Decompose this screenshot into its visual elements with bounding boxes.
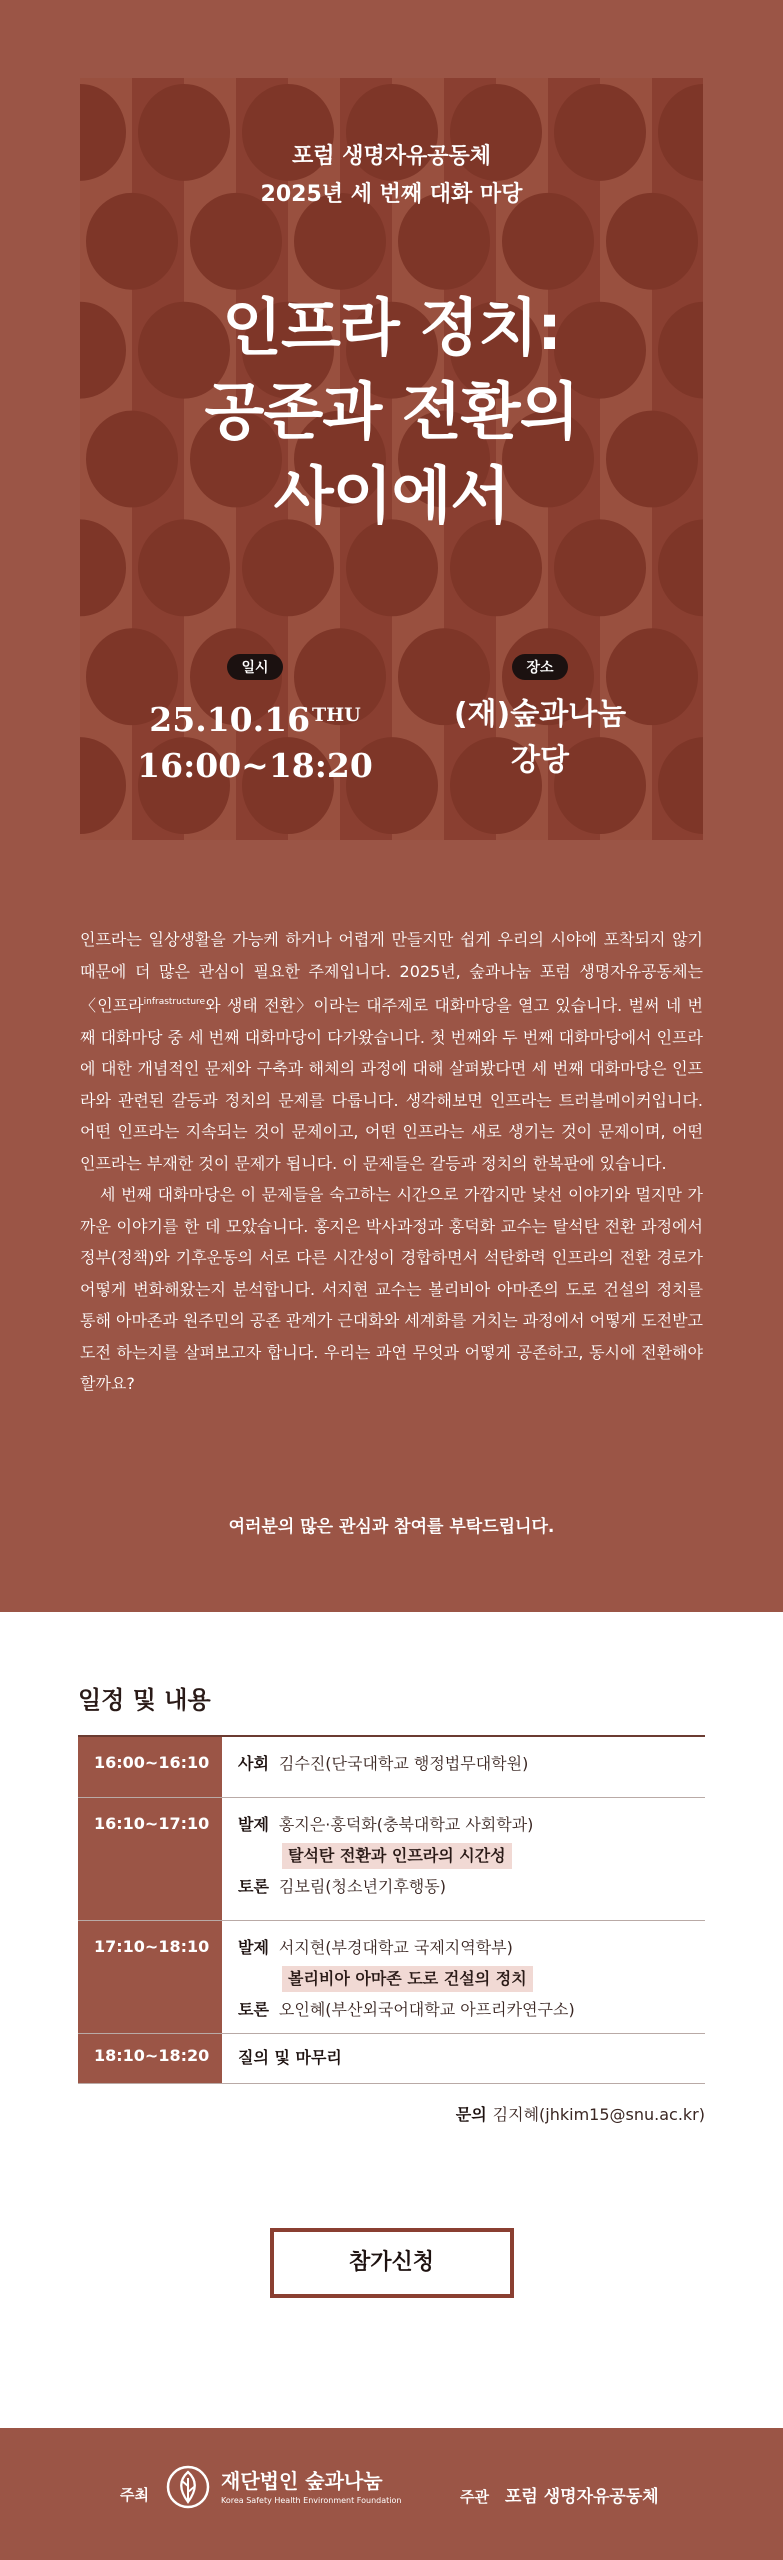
intro-text bbox=[80, 924, 703, 1400]
place-line-2: 강당 bbox=[511, 743, 569, 778]
leaf-circle-icon bbox=[165, 2464, 211, 2510]
schedule-title: 일정 및 내용 bbox=[78, 1686, 211, 1714]
organizer-name: 포럼 생명자유공동체 bbox=[504, 2487, 659, 2507]
schedule-table bbox=[78, 1735, 705, 2084]
schedule-time: 16:00~16:10 bbox=[78, 1737, 224, 1797]
intro-paragraph-1: 인프라는 일상생활을 가능케 하거나 어렵게 만들지만 쉽게 우리의 시야에 포착되지 않기 때문에 더 많은 관심이 필요한 주제입니다. 2025년, 숲과나눔 포럼 생명자유공동체는 〈인프라$^{infrastructure}$와 생태 전환〉이라는 대주제로 대화마당을 열고 있습니다. 벌써 네 번째 대화마당 중 세 번째 대화마당이 다가왔습니다. 첫 번째와 두 번째 대화마당에서 인프라에 대한 개념적인 문제와 구축과 해체의 과정에 대해 살펴봤다면 세 번째 대화마당은 인프라와 관련된 갈등과 정치의 문제를 다룹니다. 생각해보면 인프라는 트러블메이커입니다. 어떤 인프라는 지속되는 것이 문제이고, 어떤 인프라는 새로 생기는 것이 문제이며, 어떤 인프라는 부재한 것이 문제가 됩니다. 이 문제들은 갈등과 정치의 한복판에 있습니다. bbox=[80, 930, 703, 1173]
foundation-logo bbox=[165, 2464, 401, 2510]
role-label: 사회 bbox=[238, 1754, 269, 1773]
contact-info bbox=[78, 2102, 705, 2125]
org-line-2: 2025년 세 번째 대화 마당 bbox=[260, 182, 523, 207]
schedule-time: 17:10~18:10 bbox=[78, 1921, 224, 2033]
schedule-time: 16:10~17:10 bbox=[78, 1798, 224, 1920]
host-label: 주최 bbox=[120, 2486, 149, 2504]
poster-title bbox=[80, 286, 703, 538]
schedule-row bbox=[78, 1921, 705, 2034]
intro-paragraph-2: 세 번째 대화마당은 이 문제들을 숙고하는 시간으로 가깝지만 낯선 이야기와 멀지만 가까운 이야기를 한 데 모았습니다. 홍지은 박사과정과 홍덕화 교수는 탈석탄 전환 과정에서 정부(정책)와 기후운동의 서로 다른 시간성이 경합하면서 석탄화력 인프라의 전환 경로가 어떻게 변화해왔는지 분석합니다. 서지현 교수는 볼리비아 아마존의 도로 건설의 정치를 통해 아마존과 원주민의 공존 관계가 근대화와 세계화를 거치는 과정에서 어떻게 도전받고 도전 하는지를 살펴보고자 합니다. 우리는 과연 무엇과 어떻게 공존하고, 동시에 전환해야 할까요? bbox=[80, 1185, 703, 1393]
schedule-content bbox=[224, 2034, 705, 2083]
schedule-row bbox=[78, 1737, 705, 1798]
place-info bbox=[410, 654, 670, 784]
person-name: 김수진(단국대학교 행정법무대학원) bbox=[278, 1754, 529, 1773]
person-name: 홍지은·홍덕화(충북대학교 사회학과) bbox=[278, 1815, 534, 1834]
schedule-time: 18:10~18:20 bbox=[78, 2034, 224, 2083]
apply-wrapper bbox=[0, 2228, 783, 2298]
contact-value: 김지혜(jhkim15@snu.ac.kr) bbox=[492, 2105, 705, 2124]
schedule-content bbox=[224, 1921, 705, 2033]
date-time bbox=[120, 692, 390, 789]
apply-button[interactable]: 참가신청 bbox=[270, 2228, 514, 2298]
role-label: 토론 bbox=[238, 2000, 269, 2019]
poster-org bbox=[80, 138, 703, 214]
host-name: 재단법인 숲과나눔 bbox=[221, 2468, 383, 2493]
schedule-content bbox=[224, 1737, 705, 1797]
date-label: 일시 bbox=[227, 654, 282, 680]
role-label: 질의 및 마무리 bbox=[238, 2048, 342, 2067]
role-label: 발제 bbox=[238, 1938, 269, 1957]
schedule-row bbox=[78, 1798, 705, 1921]
place-name bbox=[410, 692, 670, 784]
organizer bbox=[460, 2482, 659, 2507]
talk-topic: 볼리비아 아마존 도로 건설의 정치 bbox=[282, 1966, 533, 1992]
date-info bbox=[120, 654, 390, 789]
closing-message: 여러분의 많은 관심과 참여를 부탁드립니다. bbox=[228, 1517, 555, 1537]
title-line-1: 인프라 정치: bbox=[222, 291, 561, 364]
host-name-en: Korea Safety Health Environment Foundation bbox=[221, 2495, 402, 2505]
place-label: 장소 bbox=[512, 654, 567, 680]
schedule-row bbox=[78, 2034, 705, 2084]
title-line-3: 사이에서 bbox=[273, 459, 510, 532]
event-poster bbox=[80, 78, 703, 840]
schedule-content bbox=[224, 1798, 705, 1920]
role-label: 발제 bbox=[238, 1815, 269, 1834]
footer bbox=[0, 2428, 783, 2560]
person-name: 서지현(부경대학교 국제지역학부) bbox=[278, 1938, 513, 1957]
person-name: 김보림(청소년기후행동) bbox=[278, 1877, 446, 1896]
event-day: THU bbox=[312, 704, 361, 726]
org-line-1: 포럼 생명자유공동체 bbox=[292, 144, 491, 169]
organizer-label: 주관 bbox=[460, 2488, 489, 2506]
role-label: 토론 bbox=[238, 1877, 269, 1896]
contact-label: 문의 bbox=[455, 2105, 487, 2124]
title-line-2: 공존과 전환의 bbox=[204, 375, 579, 448]
place-line-1: (재)숲과나눔 bbox=[453, 697, 627, 732]
event-date: 25.10.16 bbox=[149, 700, 311, 739]
poster-content bbox=[80, 78, 703, 840]
person-name: 오인혜(부산외국어대학교 아프리카연구소) bbox=[278, 2000, 575, 2019]
talk-topic: 탈석탄 전환과 인프라의 시간성 bbox=[282, 1843, 512, 1869]
event-time: 16:00~18:20 bbox=[137, 746, 373, 785]
infrastructure-superscript: infrastructure bbox=[143, 997, 206, 1007]
schedule-section bbox=[78, 1680, 705, 2125]
